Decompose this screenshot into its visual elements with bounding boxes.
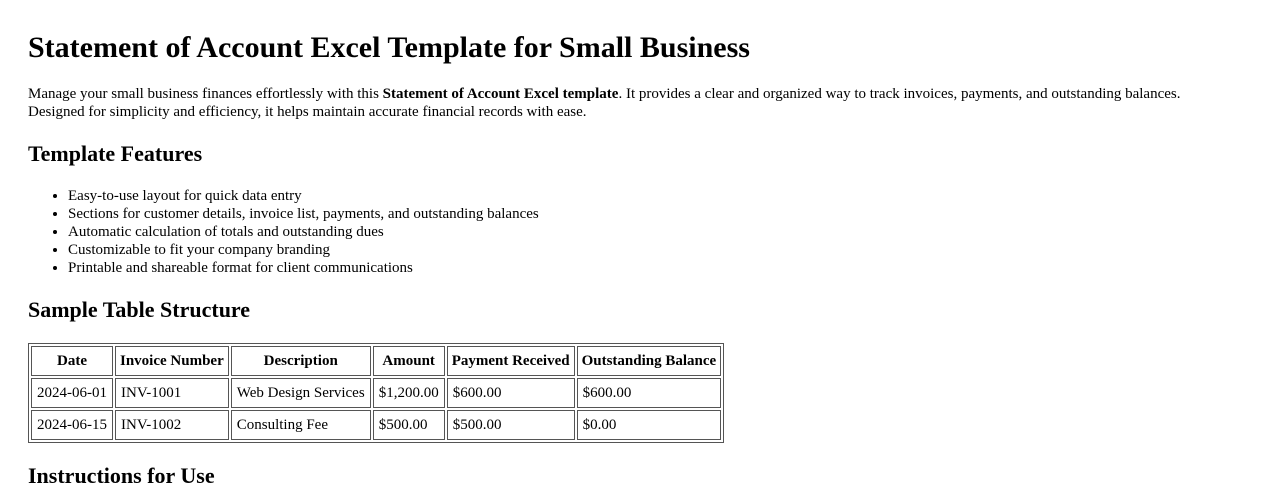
table-row <box>31 378 721 408</box>
column-header-payment-received: Payment Received <box>447 346 575 376</box>
cell-payment-received: $600.00 <box>447 378 575 408</box>
cell-amount: $500.00 <box>373 410 445 440</box>
cell-description: Web Design Services <box>231 378 371 408</box>
column-header-description: Description <box>231 346 371 376</box>
cell-outstanding-balance: $0.00 <box>577 410 722 440</box>
feature-item: • Automatic calculation of totals and outstanding dues <box>68 223 1250 241</box>
cell-amount: $1,200.00 <box>373 378 445 408</box>
feature-item: • Customizable to fit your company branding <box>68 241 1250 259</box>
sample-table <box>28 343 724 443</box>
intro-text-start: Manage your small business finances effortlessly with this <box>28 86 383 102</box>
column-header-invoice-number: Invoice Number <box>115 346 229 376</box>
cell-invoice-number: INV-1001 <box>115 378 229 408</box>
column-header-date: Date <box>31 346 113 376</box>
column-header-amount: Amount <box>373 346 445 376</box>
feature-item: • Printable and shareable format for client communications <box>68 259 1250 277</box>
feature-item: • Sections for customer details, invoice list, payments, and outstanding balances <box>68 205 1250 223</box>
column-header-outstanding-balance: Outstanding Balance <box>577 346 722 376</box>
table-header-row <box>31 346 721 376</box>
intro-bold-text: Statement of Account Excel template <box>382 86 619 102</box>
intro-text-end: . It provides a clear and organized way to track invoices, payments, and outstanding balances. Designed for simplicity and efficiency, it helps maintain accurate financial records with ease. <box>28 86 1181 120</box>
cell-description: Consulting Fee <box>231 410 371 440</box>
intro-paragraph <box>28 85 1208 121</box>
cell-outstanding-balance: $600.00 <box>577 378 722 408</box>
feature-item: • Easy-to-use layout for quick data entry <box>68 187 1250 205</box>
cell-invoice-number: INV-1002 <box>115 410 229 440</box>
page-title: Statement of Account Excel Template for Small Business <box>28 31 750 64</box>
cell-payment-received: $500.00 <box>447 410 575 440</box>
instructions-heading: Instructions for Use <box>28 463 215 488</box>
cell-date: 2024-06-15 <box>31 410 113 440</box>
features-list <box>28 187 1250 277</box>
features-heading: Template Features <box>28 141 203 166</box>
cell-date: 2024-06-01 <box>31 378 113 408</box>
table-row <box>31 410 721 440</box>
table-heading: Sample Table Structure <box>28 297 251 322</box>
